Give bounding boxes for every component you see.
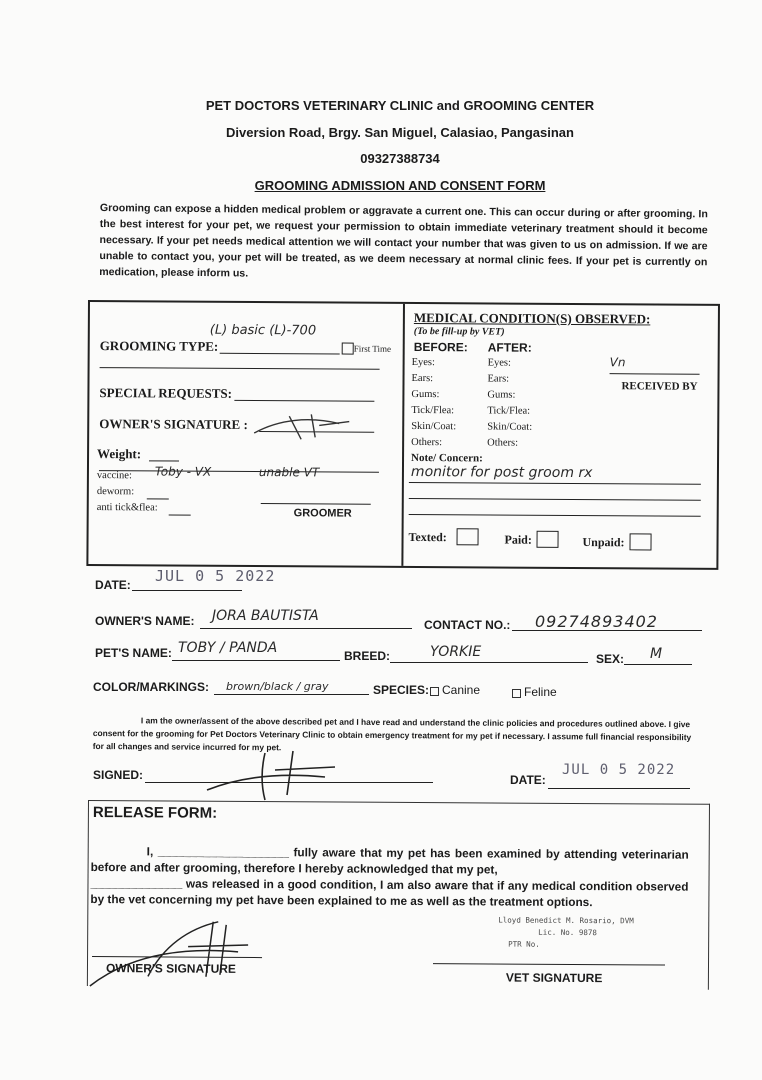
weight-line-right [99,470,379,473]
vaccine-label: vaccine: [96,470,132,482]
first-time-label: First Time [353,343,392,354]
after-item-ears: Ears: [487,373,510,385]
release-vet-signature-line [433,963,665,965]
grooming-medical-box [86,300,720,570]
unpaid-label: Unpaid: [582,535,625,550]
clinic-name: PET DOCTORS VETERINARY CLINIC and GROOMING CENTER [205,98,595,113]
paid-checkbox[interactable] [536,531,558,548]
weight-label: Weight: [97,446,142,462]
after-item-others: Others: [487,437,519,449]
received-by-label: RECEIVED BY [621,380,698,393]
special-requests-label: SPECIAL REQUESTS: [99,385,233,401]
after-item-tick: Tick/Flea: [487,405,531,417]
date-label: DATE: [95,578,131,592]
medical-subtitle: (To be fill-up by VET) [413,325,505,338]
release-owner-signature-label: OWNER'S SIGNATURE [105,961,236,976]
note-line-3 [409,514,701,517]
clinic-address: Diversion Road, Brgy. San Miguel, Calasiao, Pangasinan [226,125,574,140]
breed-value: YORKIE [430,644,482,660]
contact-value: 09274893402 [535,612,658,631]
consent-text: I am the owner/assent of the above described pet and I have read and understand the clinic policies and procedures outlined above. I give consent for the grooming for Pet Doctors Veterinary Clinic to obtain emergency treatment for my pet if necessary. I assume full financial responsibility for all changes and service incurred for my pet. [92,715,692,753]
color-value: brown/black / gray [226,680,329,693]
after-item-eyes: Eyes: [487,357,511,369]
vet-stamp-lic: Lic. No. 9878 [538,927,597,938]
box-divider [401,304,405,566]
release-text-2: ______________ was released in a good condition, I am also aware that if any medical condition observed by the vet concerning my pet have been explained to me as well as the treatment options. [90,876,689,910]
note-line-2 [409,498,701,501]
color-line [214,694,369,695]
pet-name-line [172,660,340,661]
intro-paragraph: Grooming can expose a hidden medical problem or aggravate a current one. This can occur during or after grooming. In the best interest for your pet, we request your permission to obtain immediate veterinary treatment should it become necessary. If your pet needs medical attention we will contact your number that was given to us on admission. If we are unable to contact you, your pet will be treated, as we deem necessary at normal clinic fees. If your pet is currently on medication, please inform us. [99,201,708,280]
after-item-skin: Skin/Coat: [487,421,533,433]
breed-label: BREED: [344,649,391,663]
first-time-checkbox[interactable] [342,343,354,355]
date2-line [548,788,690,789]
grooming-type-line [220,353,340,355]
weight-line [149,460,179,461]
texted-checkbox[interactable] [457,528,479,545]
deworm-label: deworm: [96,486,135,498]
pet-name-value: TOBY / PANDA [178,640,278,656]
vaccine-value: Toby - VX [154,464,212,479]
before-item-ears: Ears: [411,372,434,385]
special-requests-line [234,400,374,402]
release-vet-signature-label: VET SIGNATURE [505,970,603,986]
before-item-skin: Skin/Coat: [411,420,457,433]
before-item-eyes: Eyes: [411,356,435,369]
owner-signature-label: OWNER'S SIGNATURE : [99,416,248,432]
sex-value: M [650,646,663,662]
feline-checkbox[interactable] [512,689,521,698]
groomer-label: GROOMER [293,507,352,520]
vet-stamp-ptr: PTR No. [508,939,540,949]
owner-signature-scribble-1 [249,411,359,442]
medical-title: MEDICAL CONDITION(S) OBSERVED: [413,309,651,327]
after-label: AFTER: [487,340,532,355]
vet-stamp-name: Lloyd Benedict M. Rosario, DVM [498,915,634,926]
pet-name-label: PET'S NAME: [95,646,172,660]
received-by-value: Vn [609,355,626,370]
sex-label: SEX: [596,652,625,666]
unpaid-checkbox[interactable] [629,533,651,550]
paid-label: Paid: [504,532,532,547]
owner-name-line [200,628,412,629]
canine-checkbox[interactable] [430,687,439,696]
date2-stamp: JUL 0 5 2022 [562,762,676,778]
before-item-others: Others: [411,436,443,449]
grooming-type-value: (L) basic (L)-700 [209,322,317,339]
before-label: BEFORE: [413,339,468,355]
date-stamp: JUL 0 5 2022 [155,567,276,585]
anti-tick-label: anti tick&flea: [96,502,158,514]
owner-name-value: JORA BAUTISTA [212,608,319,624]
release-title: RELEASE FORM: [92,804,218,822]
release-form-box [87,800,710,990]
canine-label: Canine [442,683,481,697]
owner-name-label: OWNER'S NAME: [95,614,195,628]
received-by-line [610,373,700,375]
note-value: monitor for post groom rx [410,463,593,482]
groomer-line [261,503,371,505]
release-text-1: I, ____________________ fully aware that my pet has been examined by attending veterinarian before and after grooming, therefore I hereby acknowledged that my pet, [90,844,689,877]
sex-line [624,664,692,665]
form-title: GROOMING ADMISSION AND CONSENT FORM [254,178,546,193]
signed-label: SIGNED: [93,768,144,782]
species-label: SPECIES: [373,683,430,697]
anti-tick-line [169,514,191,515]
before-item-tick: Tick/Flea: [411,404,455,417]
after-item-gums: Gums: [487,389,516,401]
grooming-type-line-2 [100,367,380,370]
owner-signature-scribble-2 [205,745,345,805]
breed-line [390,662,588,663]
contact-label: CONTACT NO.: [424,618,511,632]
note-line-1 [409,482,701,485]
feline-label: Feline [524,685,557,699]
deworm-line [147,498,169,499]
vaccine-value-2: unable VT [258,465,320,480]
before-item-gums: Gums: [411,388,440,401]
grooming-type-label: GROOMING TYPE: [99,338,219,354]
date2-label: DATE: [510,773,546,787]
texted-label: Texted: [408,529,447,545]
color-label: COLOR/MARKINGS: [93,680,209,694]
date-line [132,590,242,591]
clinic-phone: 09327388734 [360,151,440,166]
note-label: Note/ Concern: [411,451,483,465]
